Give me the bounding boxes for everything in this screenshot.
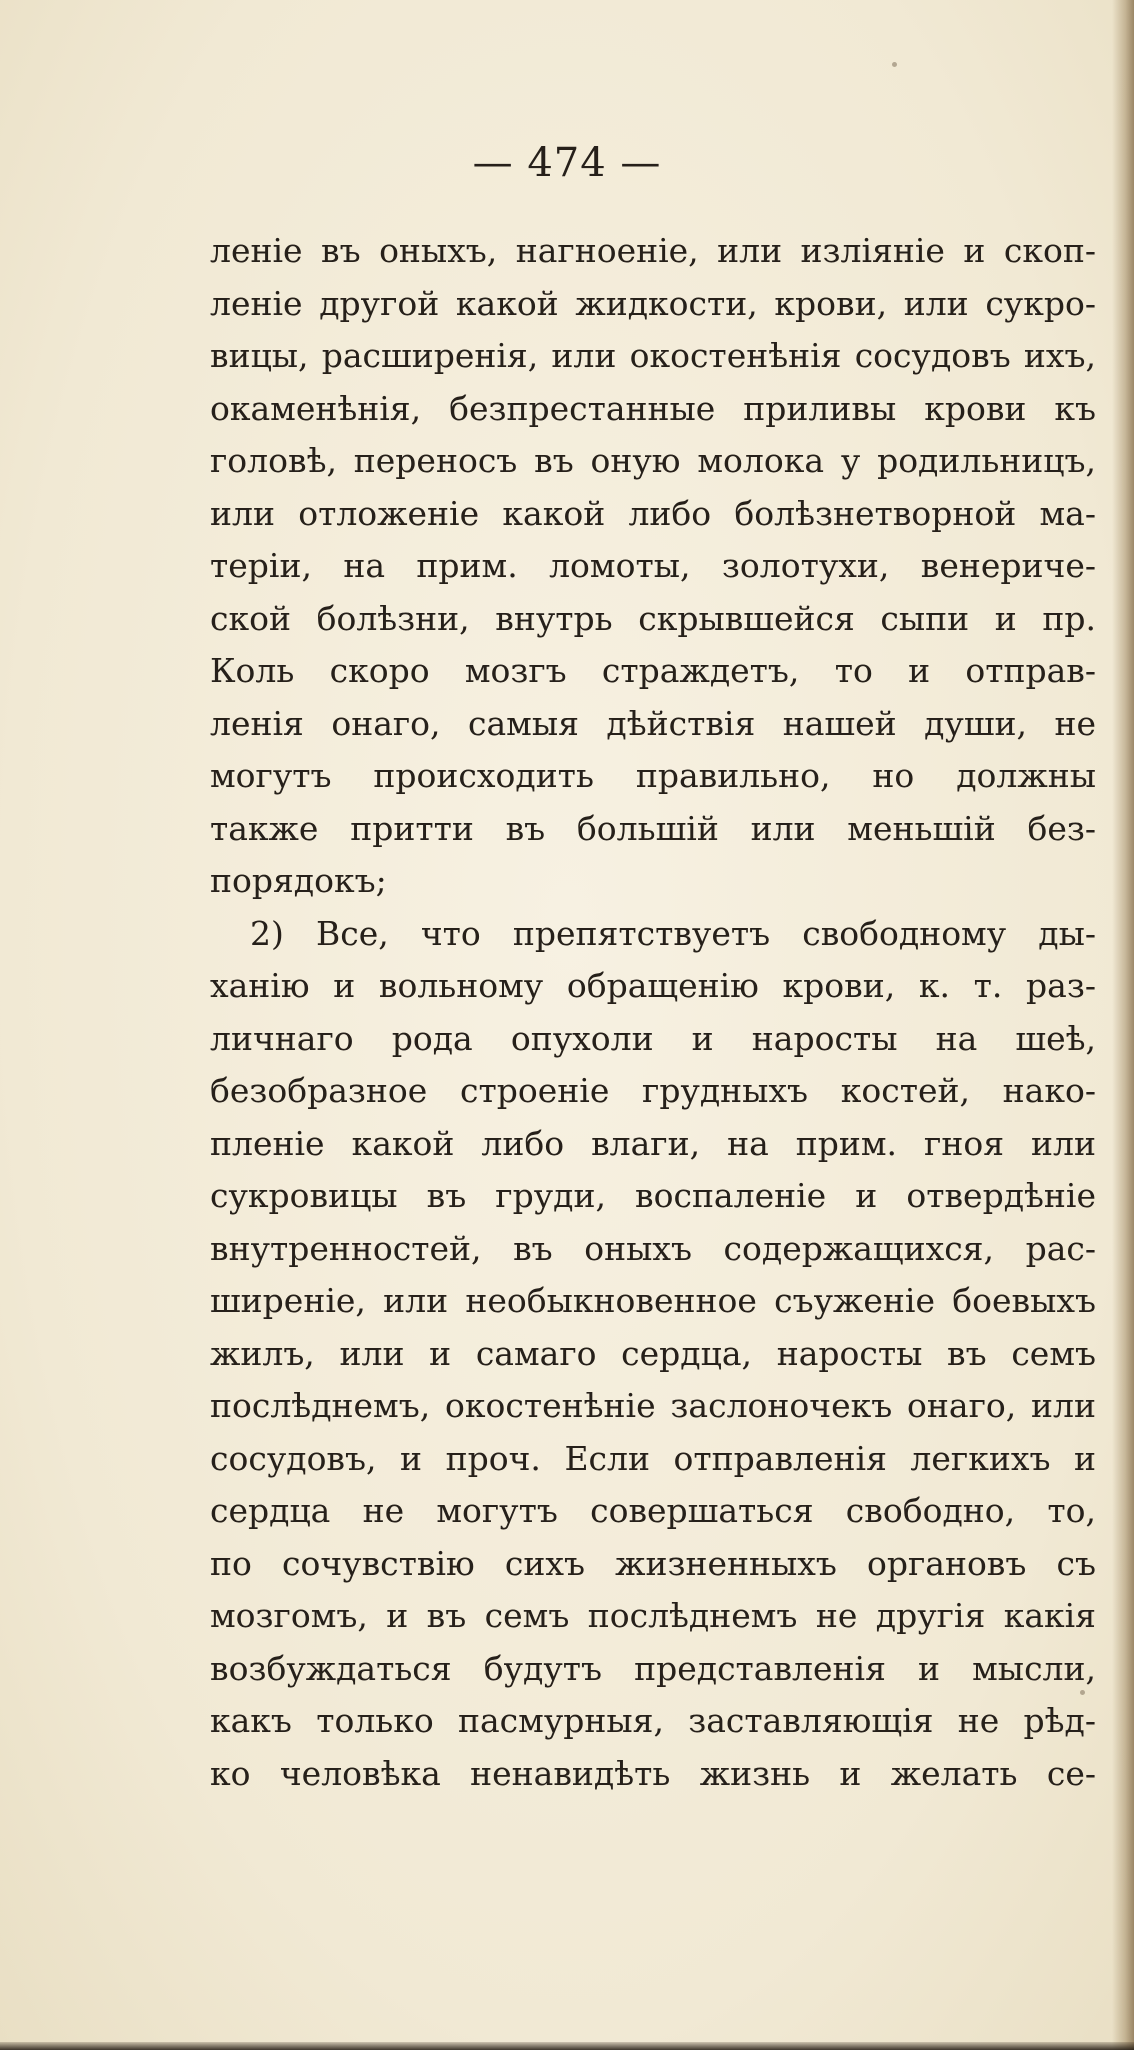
text-line: ленiя онаго, самыя дѣйствiя нашей души, не xyxy=(210,703,1096,743)
text-line: вицы, расширенiя, или окостенѣнiя сосудовъ ихъ, xyxy=(210,336,1096,375)
text-line: мозгомъ, и въ семъ послѣднемъ не другiя какiя xyxy=(210,1596,1096,1635)
text-line: порядокъ; xyxy=(210,861,387,900)
text-line: пленiе какой либо влаги, на прим. гноя или xyxy=(210,1123,1096,1163)
text-line: сукровицы въ груди, воспаленiе и отвердѣнiе xyxy=(210,1176,1096,1215)
text-line: жилъ, или и самаго сердца, наросты въ семъ xyxy=(210,1333,1096,1373)
page-edge-shadow xyxy=(1112,0,1134,2050)
paragraph-start-line: 2) Все, что препятствуетъ свободному ды- xyxy=(250,913,1096,953)
page-bottom-edge xyxy=(0,2042,1134,2050)
body-text xyxy=(210,225,1096,1800)
text-line: ской болѣзни, внутрь скрывшейся сыпи и пр. xyxy=(210,598,1096,638)
text-line: ханiю и вольному обращенiю крови, к. т. раз- xyxy=(210,966,1096,1005)
text-line: по сочувствiю сихъ жизненныхъ органовъ съ xyxy=(210,1543,1096,1583)
text-line: также притти въ большiй или меньшiй без- xyxy=(210,808,1096,848)
text-line: возбуждаться будутъ представленiя и мысли, xyxy=(210,1648,1096,1688)
text-line: какъ только пасмурныя, заставляющiя не рѣд- xyxy=(210,1701,1096,1740)
text-line: Коль скоро мозгъ страждетъ, то и отправ- xyxy=(210,651,1096,690)
text-line: внутренностей, въ оныхъ содержащихся, рас- xyxy=(210,1228,1096,1268)
text-line: сосудовъ, и проч. Если отправленiя легкихъ и xyxy=(210,1438,1096,1478)
text-line: окаменѣнiя, безпрестанные приливы крови къ xyxy=(210,388,1096,428)
text-line: ленiе въ оныхъ, нагноенiе, или излiянiе и скоп- xyxy=(210,231,1096,270)
page-number: — 474 — xyxy=(472,140,662,186)
text-line: ко человѣка ненавидѣть жизнь и желать се- xyxy=(210,1753,1096,1793)
text-line: терiи, на прим. ломоты, золотухи, венериче- xyxy=(210,546,1096,585)
text-line: ширенiе, или необыкновенное съуженiе боевыхъ xyxy=(210,1281,1096,1320)
text-line: сердца не могутъ совершаться свободно, то, xyxy=(210,1491,1096,1530)
text-line: головѣ, переносъ въ оную молока у родильницъ, xyxy=(210,441,1096,480)
text-line: личнаго рода опухоли и наросты на шеѣ, xyxy=(210,1018,1096,1058)
text-line: ленiе другой какой жидкости, крови, или сукро- xyxy=(210,283,1096,323)
text-line: послѣднемъ, окостенѣнiе заслоночекъ онаго, или xyxy=(210,1386,1096,1425)
text-line: или отложенiе какой либо болѣзнетворной ма- xyxy=(210,493,1096,533)
text-line: безобразное строенiе грудныхъ костей, нако- xyxy=(210,1071,1096,1110)
paper-speck xyxy=(892,62,897,67)
text-line: могутъ происходить правильно, но должны xyxy=(210,756,1096,795)
